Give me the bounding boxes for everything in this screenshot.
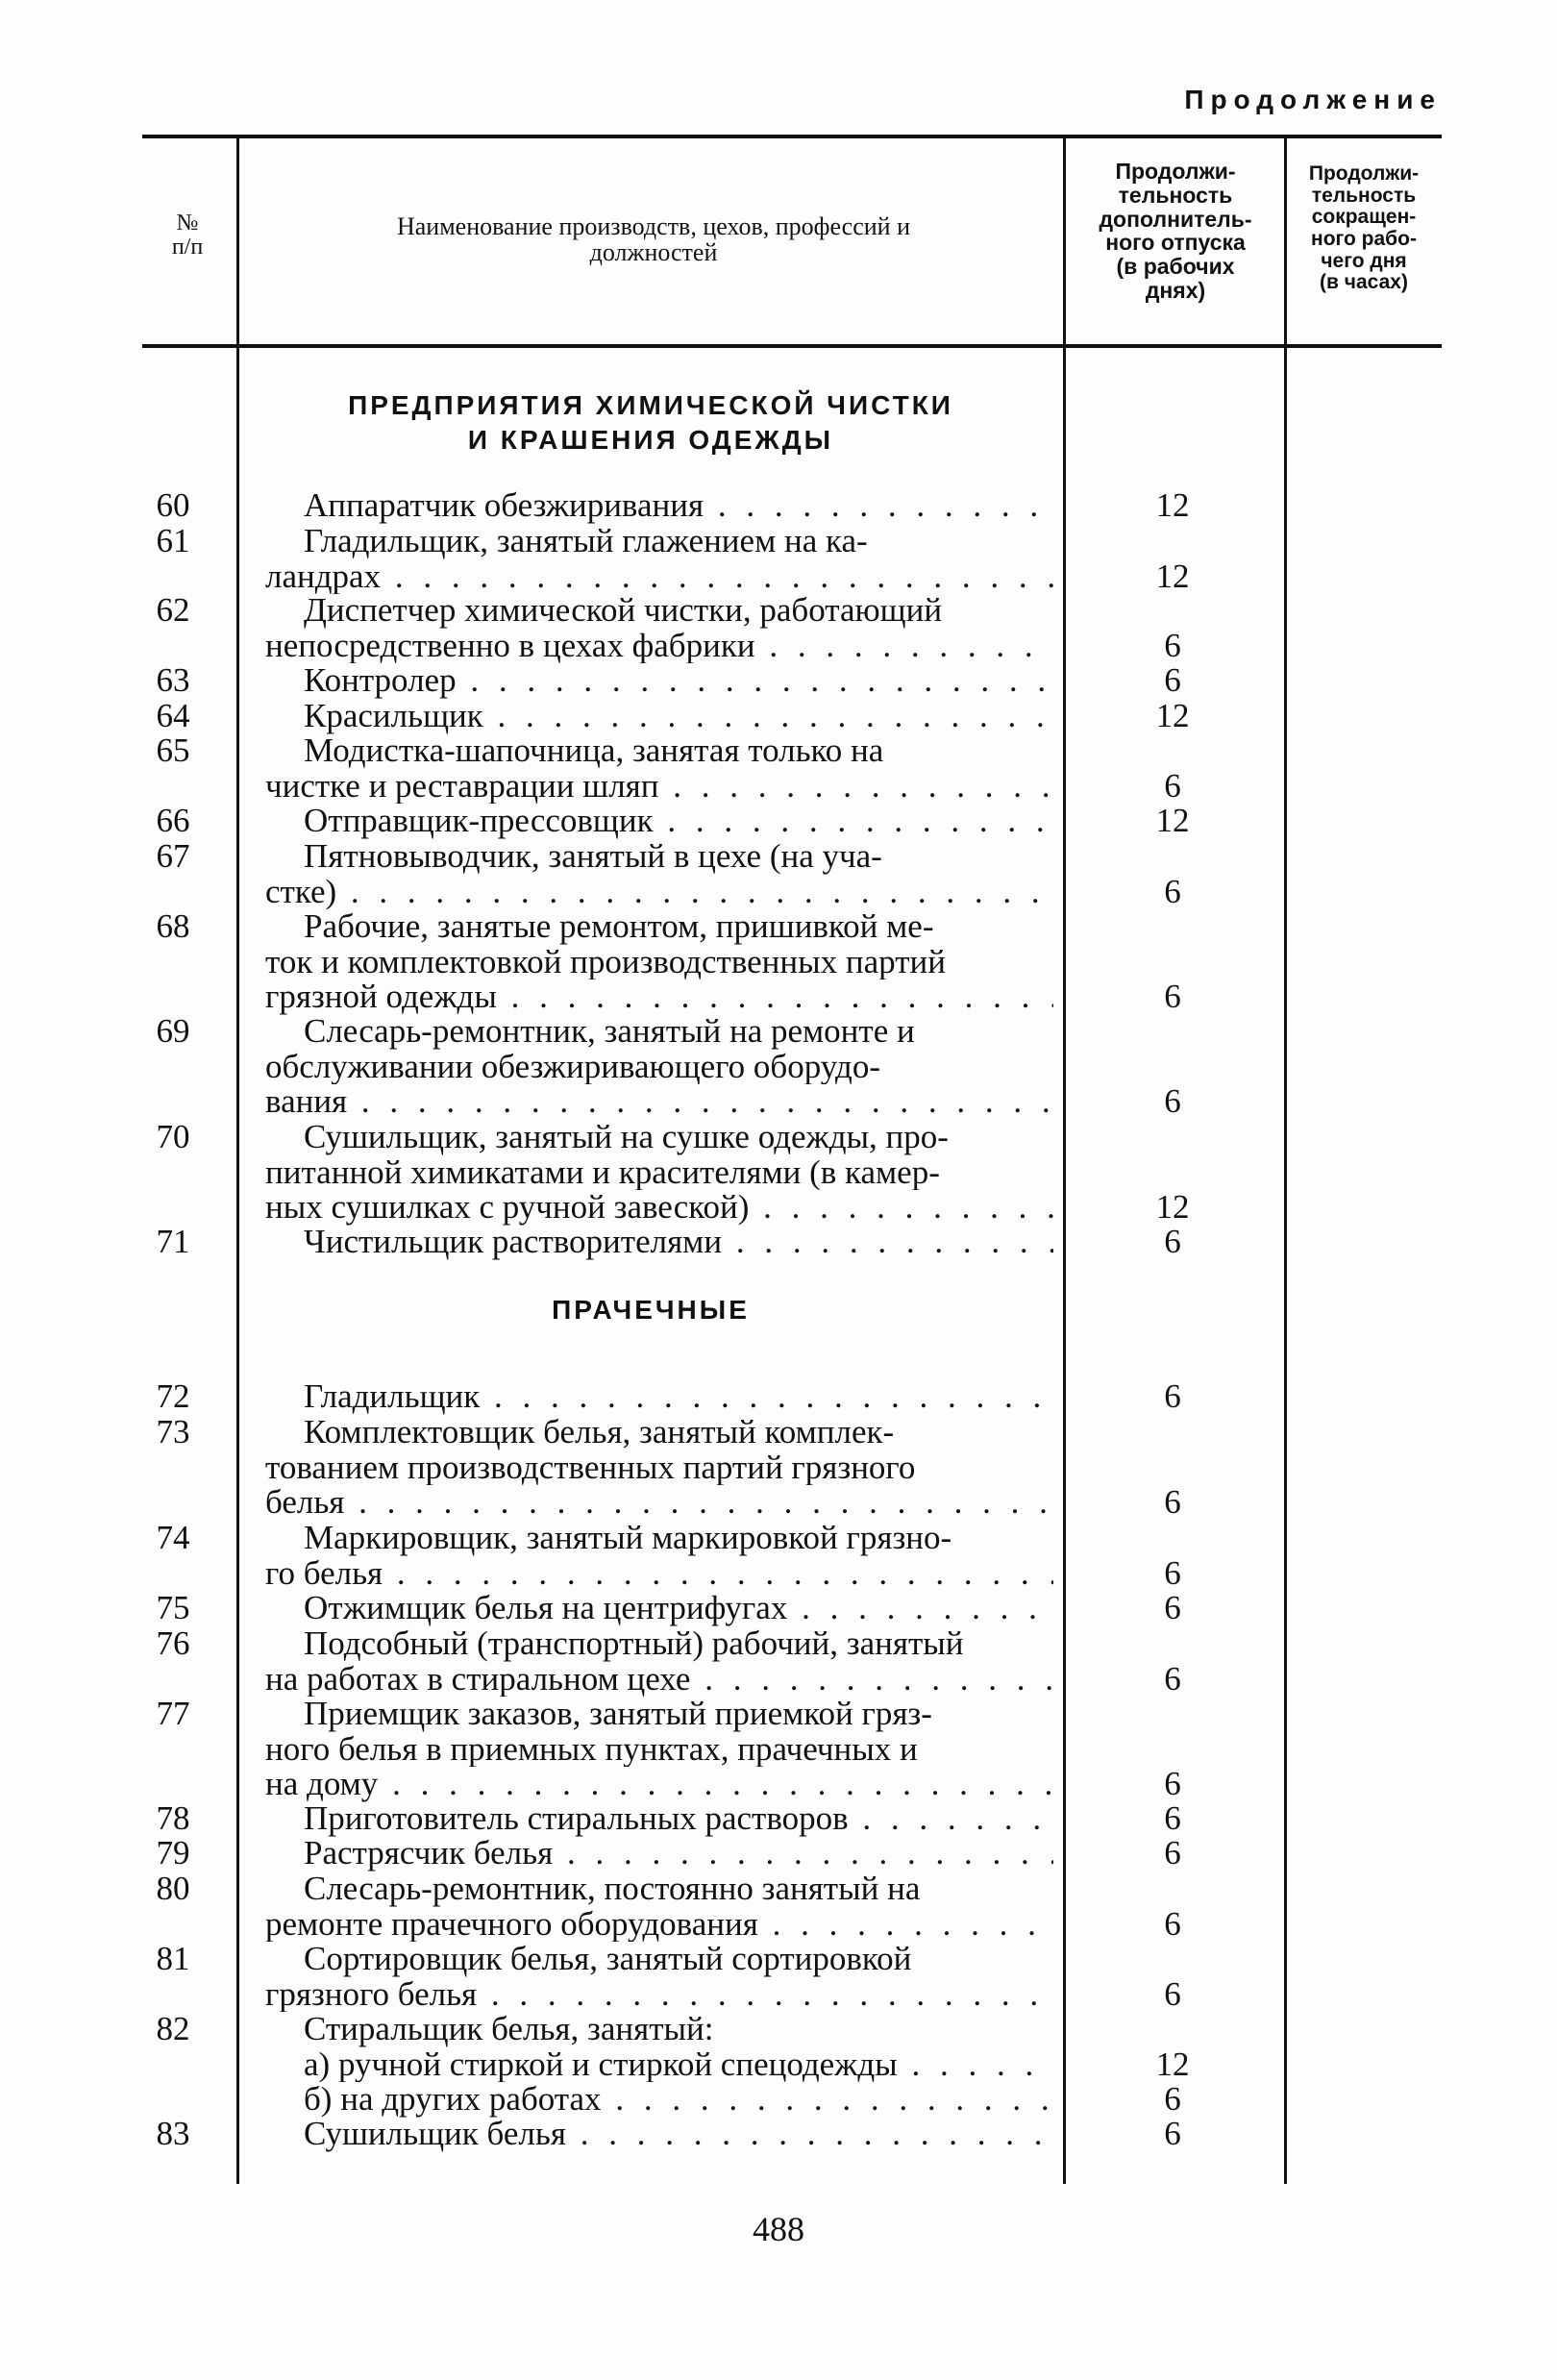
- column-rule-3: [1284, 136, 1287, 2184]
- row-leave-days: 12: [1155, 697, 1190, 734]
- continuation-label: Продолжение: [1184, 85, 1442, 114]
- row-text-line: непосредственно в цехах фабрики . . .: [265, 629, 1053, 664]
- row-text-line: Аппаратчик обезжиривания . . .: [265, 488, 1053, 524]
- row-text: [265, 1120, 1053, 1226]
- row-text: [265, 1872, 1053, 1942]
- row-leave-days: 6: [1164, 1659, 1181, 1698]
- row-text-line: Комплектовщик белья, занятый комплек-: [304, 1415, 895, 1450]
- row-text-line: чистке и реставрации шляп . . .: [265, 769, 1053, 805]
- row-number: 76: [156, 1624, 190, 1662]
- row-number: 79: [156, 1834, 190, 1872]
- row-text: [265, 1225, 1053, 1260]
- row-leave-days: 6: [1164, 1834, 1181, 1872]
- row-leave-days: 6: [1164, 766, 1181, 805]
- header-col-leave: Продолжи- тельность дополнитель- ного отпуска (в рабочих днях): [1099, 159, 1252, 304]
- row-text: [265, 1014, 1053, 1120]
- row-text: [265, 1591, 1053, 1626]
- row-text-line: Подсобный (транспортный) рабочий, занятый: [304, 1626, 964, 1662]
- row-text-line: Модистка-шапочница, занятая только на: [304, 733, 884, 769]
- row-text-line: Гладильщик, занятый глажением на ка-: [304, 524, 868, 559]
- row-text: [265, 1836, 1053, 1872]
- row-text-line: Слесарь-ремонтник, постоянно занятый на: [304, 1872, 921, 1907]
- row-text: [265, 699, 1053, 734]
- row-text-line: Маркировщик, занятый маркировкой грязно-: [304, 1521, 952, 1556]
- row-text: [265, 2012, 1053, 2118]
- row-text: [265, 909, 1053, 1015]
- row-text-line: ремонте прачечного оборудования . . .: [265, 1907, 1053, 1943]
- row-leave-days: 12: [1155, 1188, 1190, 1226]
- row-text-line: Сушильщик, занятый на сушке одежды, про-: [304, 1120, 949, 1155]
- row-text: [265, 1626, 1053, 1697]
- row-leave-days: 6: [1164, 1974, 1181, 2013]
- section-title: ПРЕДПРИЯТИЯ ХИМИЧЕСКОЙ ЧИСТКИ И КРАШЕНИЯ ОДЕЖДЫ: [348, 390, 953, 456]
- row-text-line: Сортировщик белья, занятый сортировкой: [304, 1942, 912, 1977]
- row-text: [265, 1379, 1053, 1415]
- row-text-line: Растрясчик белья . . .: [265, 1836, 1053, 1872]
- row-text-line: Слесарь-ремонтник, занятый на ремонте и: [304, 1014, 915, 1050]
- header-col-day: Продолжи- тельность сокращен- ного рабо- чего дня (в часах): [1308, 162, 1420, 294]
- row-number: 60: [156, 486, 190, 524]
- row-text: [265, 1697, 1053, 1802]
- row-text: [265, 1801, 1053, 1837]
- row-leave-days: 6: [1164, 1483, 1181, 1521]
- row-text-line: Контролер . . .: [265, 663, 1053, 699]
- row-text-line: грязной одежды . . .: [265, 979, 1053, 1015]
- header-col-name: Наименование производств, цехов, профессий и должностей: [396, 212, 910, 267]
- row-number: 83: [156, 2115, 190, 2152]
- row-text-line: Стиральщик белья, занятый:: [304, 2012, 714, 2047]
- row-number: 63: [156, 661, 190, 699]
- row-number: 78: [156, 1799, 190, 1837]
- row-text: [265, 804, 1053, 839]
- row-text: [265, 733, 1053, 804]
- row-text-line: Отжимщик белья на центрифугах . . .: [265, 1591, 1053, 1626]
- row-text-line: Отправщик-прессовщик . . .: [265, 804, 1053, 839]
- row-text-line: на работах в стиральном цехе . . .: [265, 1662, 1053, 1698]
- row-leave-days: 6: [1164, 978, 1181, 1015]
- row-text-line: грязного белья . . .: [265, 1977, 1053, 2013]
- row-leave-days: 6: [1164, 1589, 1181, 1626]
- row-leave-days: 6: [1164, 1553, 1181, 1592]
- row-text-line: Гладильщик . . .: [265, 1379, 1053, 1415]
- row-number: 68: [156, 907, 190, 945]
- row-number: 62: [156, 591, 190, 629]
- row-number: 65: [156, 731, 190, 769]
- row-leave-days: 6: [1164, 626, 1181, 664]
- row-text-line: обслуживании обезжиривающего оборудо-: [265, 1049, 881, 1084]
- row-text-line: белья . . .: [265, 1485, 1053, 1521]
- row-text-line: Сушильщик белья . . .: [265, 2117, 1053, 2152]
- row-text-line: ток и комплектовкой производственных партий: [265, 944, 946, 979]
- row-text: [265, 593, 1053, 663]
- row-number: 74: [156, 1519, 190, 1556]
- row-number: 61: [156, 522, 190, 559]
- row-number: 82: [156, 2010, 190, 2047]
- row-text-line: Приготовитель стиральных растворов . . .: [265, 1801, 1053, 1837]
- row-text-line: Приемщик заказов, занятый приемкой гряз-: [304, 1697, 932, 1732]
- row-text: [265, 663, 1053, 699]
- row-leave-days: 6: [1164, 2115, 1181, 2152]
- row-leave-days: 12: [1155, 802, 1190, 839]
- row-text: [265, 488, 1053, 524]
- row-text: [265, 1942, 1053, 2012]
- row-leave-days: 6: [1164, 1904, 1181, 1943]
- row-number: 66: [156, 802, 190, 839]
- row-number: 80: [156, 1870, 190, 1907]
- header-bottom-rule: [142, 344, 1442, 348]
- row-text-line: тованием производственных партий грязного: [265, 1450, 916, 1485]
- header-col-number: № п/п: [171, 211, 204, 260]
- row-text-line: б) на других работах . . .: [265, 2082, 1053, 2118]
- row-text-line: питанной химикатами и красителями (в камер-: [265, 1154, 940, 1190]
- row-text: [265, 1521, 1053, 1591]
- row-leave-days: 12: [1155, 486, 1190, 524]
- row-leave-days: 6: [1164, 1765, 1181, 1802]
- row-leave-days: 12: [1155, 557, 1190, 595]
- row-text-line: го белья . . .: [265, 1556, 1053, 1592]
- section-title: ПРАЧЕЧНЫЕ: [552, 1295, 750, 1325]
- row-text-line: Пятновыводчик, занятый в цехе (на уча-: [304, 839, 882, 875]
- row-text: [265, 2117, 1053, 2152]
- row-leave-days: 6: [1164, 872, 1181, 910]
- row-number: 67: [156, 837, 190, 875]
- row-text-line: ного белья в приемных пунктах, прачечных и: [265, 1731, 918, 1767]
- page-number: 488: [753, 2210, 804, 2248]
- row-leave-days: 6: [1164, 1799, 1181, 1837]
- row-leave-days: 6: [1164, 1082, 1181, 1120]
- row-leave-days: 6: [1164, 1377, 1181, 1415]
- row-text-line: вания . . .: [265, 1084, 1053, 1120]
- row-leave-days: 12 6: [1155, 2045, 1190, 2118]
- row-number: 70: [156, 1118, 190, 1155]
- row-number: 72: [156, 1377, 190, 1415]
- row-text-line: Чистильщик растворителями . . .: [265, 1225, 1053, 1260]
- row-text: [265, 1415, 1053, 1521]
- row-text-line: стке) . . .: [265, 875, 1053, 910]
- row-number: 81: [156, 1940, 190, 1977]
- row-number: 71: [156, 1223, 190, 1260]
- row-number: 64: [156, 697, 190, 734]
- row-text-line: Красильщик . . .: [265, 699, 1053, 734]
- row-leave-days: 6: [1164, 661, 1181, 699]
- row-text: [265, 839, 1053, 909]
- row-number: 75: [156, 1589, 190, 1626]
- header-top-rule: [142, 135, 1442, 138]
- row-text: [265, 524, 1053, 594]
- row-text-line: Рабочие, занятые ремонтом, пришивкой ме-: [304, 909, 934, 945]
- row-number: 77: [156, 1695, 190, 1732]
- row-number: 69: [156, 1012, 190, 1050]
- row-text-line: Диспетчер химической чистки, работающий: [304, 593, 943, 629]
- row-leave-days: 6: [1164, 1223, 1181, 1260]
- row-text-line: ных сушилках с ручной завеской) . . .: [265, 1190, 1053, 1226]
- row-text-line: ландрах . . .: [265, 559, 1053, 595]
- row-number: 73: [156, 1413, 190, 1450]
- row-text-line: а) ручной стиркой и стиркой спецодежды . . .: [265, 2047, 1053, 2083]
- row-text-line: на дому . . .: [265, 1767, 1053, 1802]
